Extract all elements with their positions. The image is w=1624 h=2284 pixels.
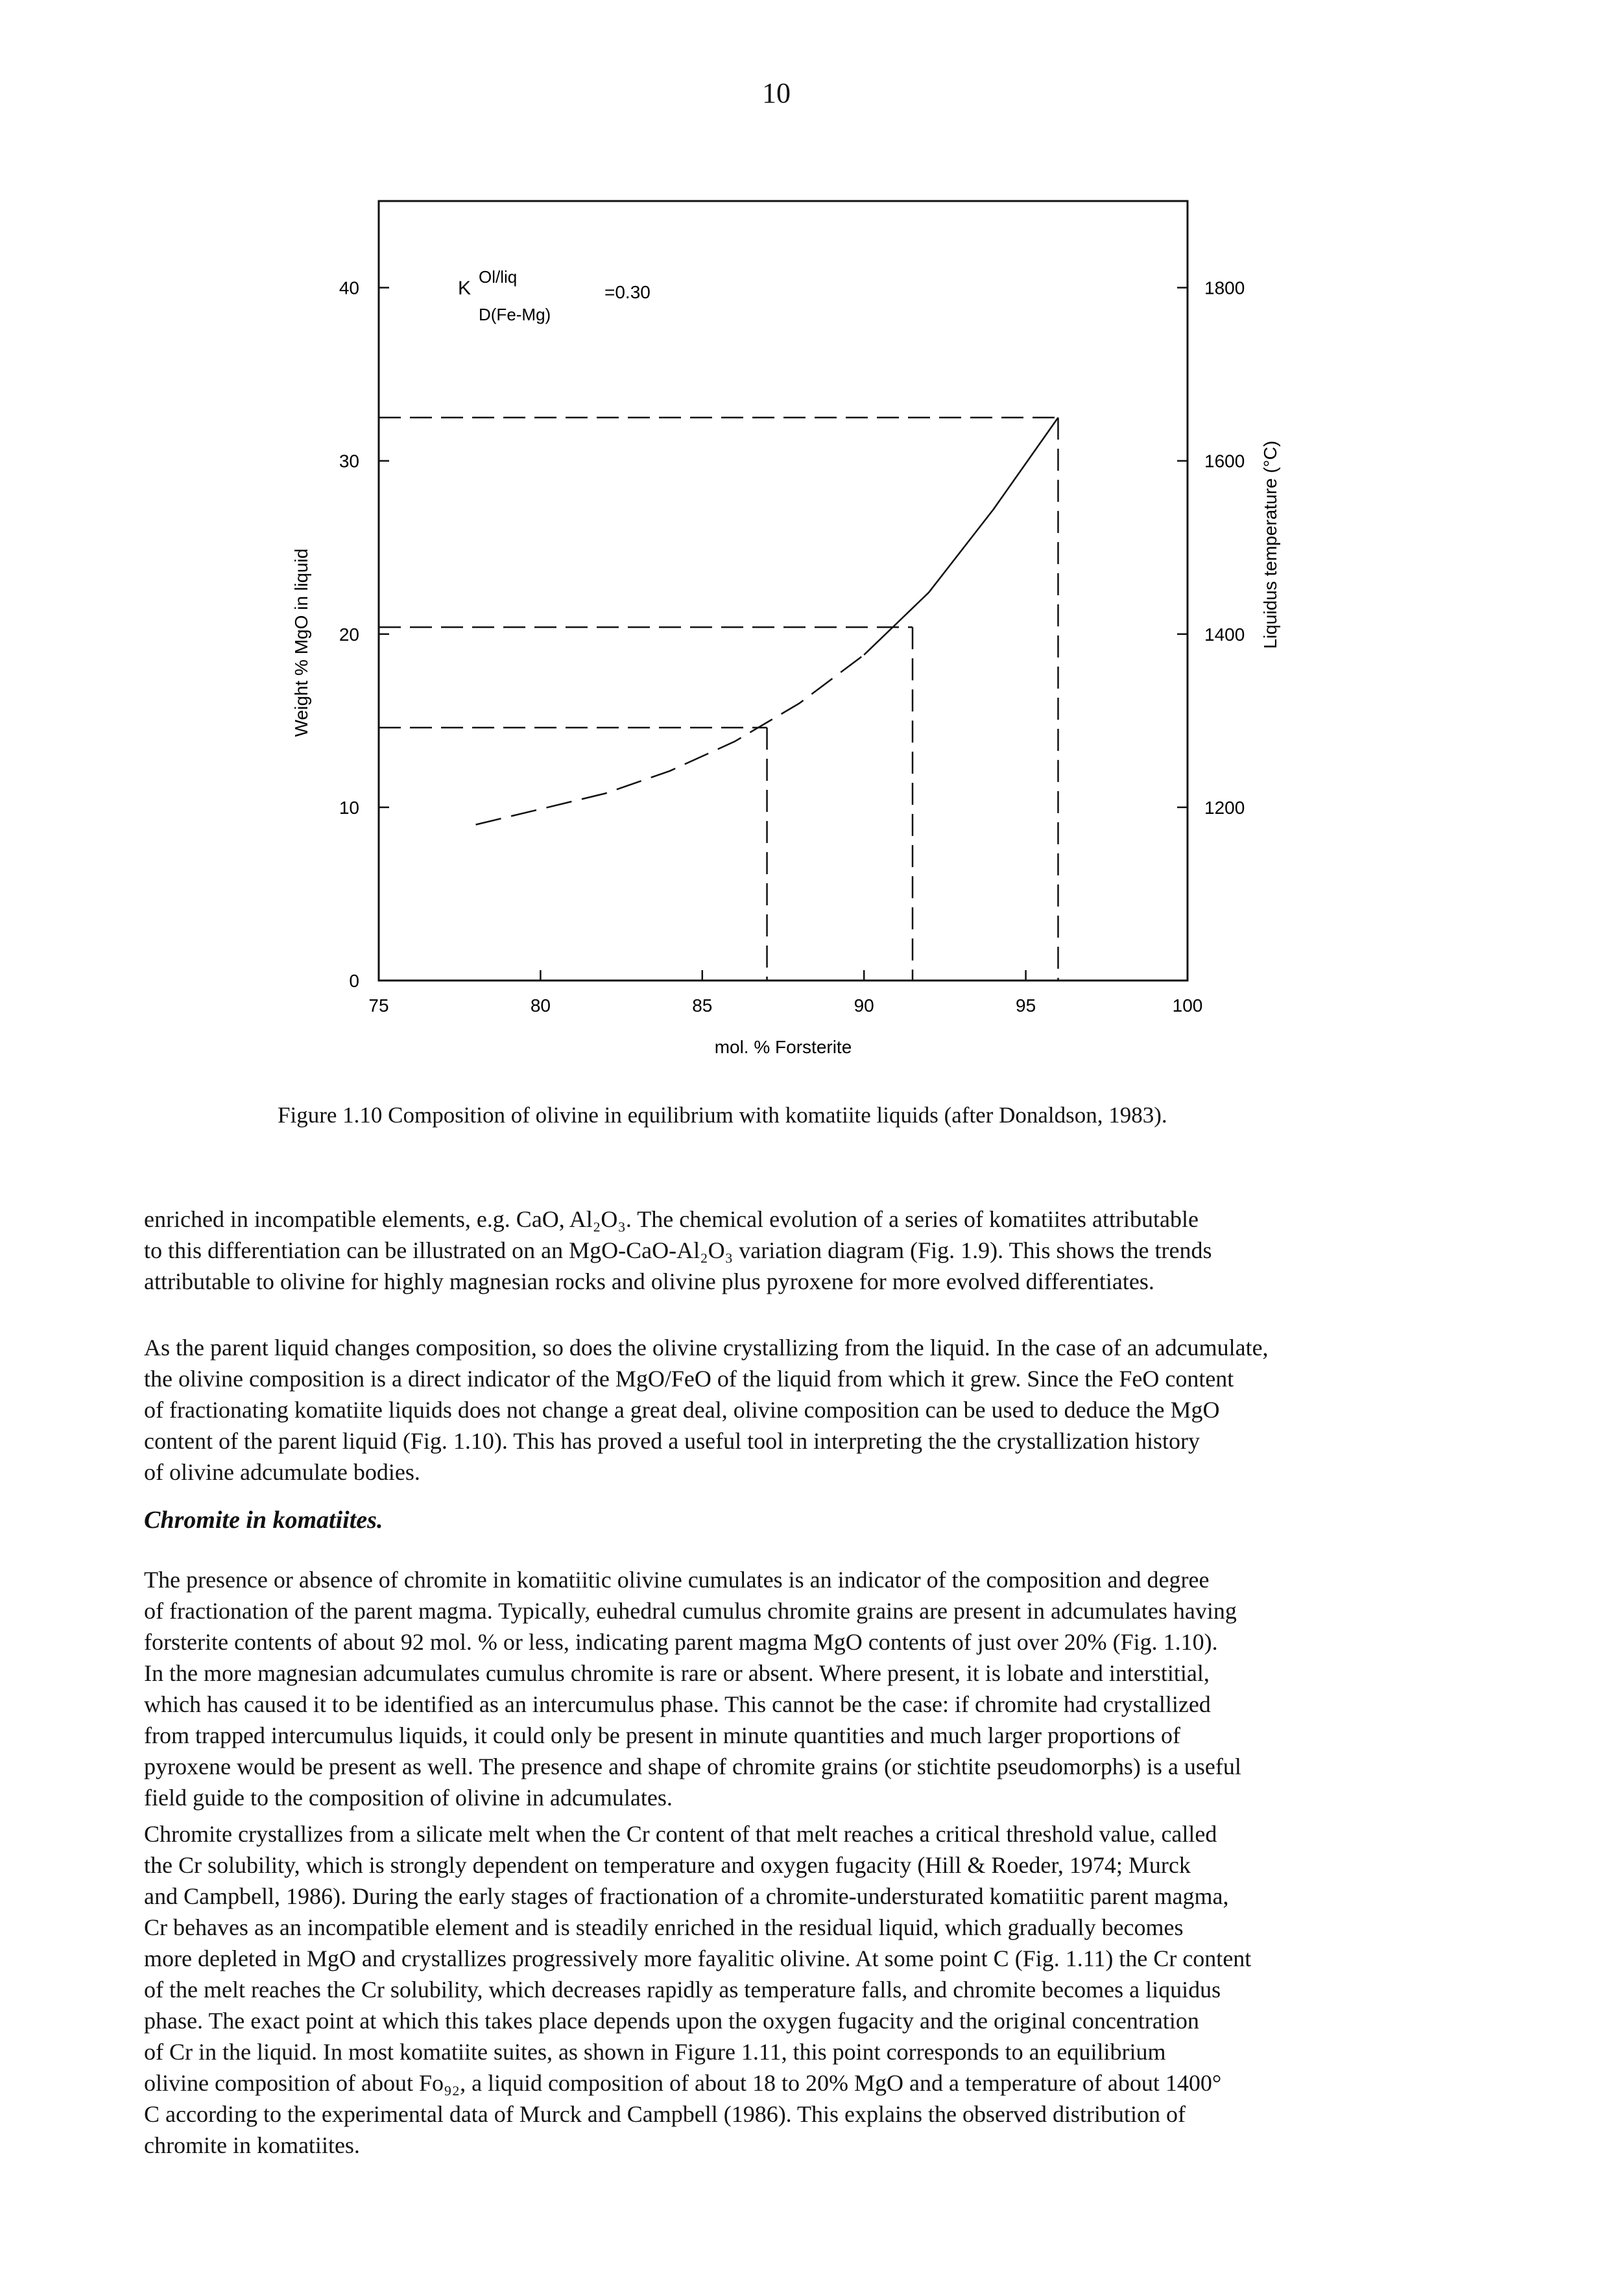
annotation-value: =0.30	[604, 282, 651, 302]
x-tick-label: 95	[1016, 995, 1036, 1016]
y2-tick-label: 1200	[1204, 797, 1245, 818]
para2-line: content of the parent liquid (Fig. 1.10). This has proved a useful tool in interpreting the the crystallization history	[144, 1428, 1200, 1454]
para3-line: of fractionation of the parent magma. Typically, euhedral cumulus chromite grains are present in adcumulates having	[144, 1598, 1237, 1624]
para4-line: of Cr in the liquid. In most komatiite suites, as shown in Figure 1.11, this point corresponds to an equilibrium	[144, 2039, 1166, 2065]
para2-line: As the parent liquid changes composition, so does the olivine crystallizing from the liquid. In the case of an adcumulate,	[144, 1335, 1269, 1361]
paragraph-1	[144, 1204, 1480, 1297]
annotation-k: K	[458, 278, 472, 299]
para3-line: forsterite contents of about 92 mol. % or less, indicating parent magma MgO contents of just over 20% (Fig. 1.10).	[144, 1629, 1218, 1655]
y2-tick-label: 1600	[1204, 451, 1245, 471]
paragraph-3	[144, 1564, 1480, 1813]
para4-line: and Campbell, 1986). During the early stages of fractionation of a chromite-understurated komatiitic parent magma,	[144, 1883, 1229, 1909]
y2-axis-label: Liquidus temperature (°C)	[1260, 440, 1280, 649]
para1-line: attributable to olivine for highly magnesian rocks and olivine plus pyroxene for more evolved differentiates.	[144, 1268, 1154, 1294]
x-tick-label: 80	[530, 995, 551, 1016]
y-tick-label: 0	[349, 971, 359, 991]
para2-line: of olivine adcumulate bodies.	[144, 1459, 420, 1485]
para3-line: pyroxene would be present as well. The presence and shape of chromite grains (or stichtite pseudomorphs) is a useful	[144, 1754, 1241, 1779]
para4-line: of the melt reaches the Cr solubility, which decreases rapidly as temperature falls, and chromite becomes a liquidus	[144, 1977, 1221, 2003]
paragraph-4	[144, 1818, 1480, 2161]
reference-lines	[379, 418, 1058, 981]
y-tick-label: 40	[339, 278, 359, 298]
para3-line: The presence or absence of chromite in komatiitic olivine cumulates is an indicator of the composition and degree	[144, 1567, 1210, 1593]
para3-line: In the more magnesian adcumulates cumulus chromite is rare or absent. Where present, it is lobate and interstitial,	[144, 1660, 1210, 1686]
page-number: 10	[762, 77, 791, 109]
para4-line: olivine composition of about Fo₉₂, a liquid composition of about 18 to 20% MgO and a temperature of about 1400°	[144, 2070, 1222, 2096]
figure-chart	[0, 0, 1624, 1102]
x-tick-label: 85	[692, 995, 713, 1016]
y-tick-label: 10	[339, 797, 359, 818]
paragraph-2	[144, 1332, 1480, 1488]
para3-line: which has caused it to be identified as an intercumulus phase. This cannot be the case: if chromite had crystallized	[144, 1691, 1211, 1717]
para1-line: enriched in incompatible elements, e.g. CaO, Al₂O₃. The chemical evolution of a series of komatiites attributable	[144, 1206, 1199, 1232]
para4-line: C according to the experimental data of Murck and Campbell (1986). This explains the observed distribution of	[144, 2101, 1186, 2127]
para4-line: the Cr solubility, which is strongly dependent on temperature and oxygen fugacity (Hill & Roeder, 1974; Murck	[144, 1852, 1191, 1878]
figure-caption: Figure 1.10 Composition of olivine in equilibrium with komatiite liquids (after Donaldson, 1983).	[278, 1102, 1167, 1128]
axis-ticks	[379, 288, 1188, 981]
para1-line: to this differentiation can be illustrated on an MgO-CaO-Al₂O₃ variation diagram (Fig. 1.9). This shows the trends	[144, 1237, 1212, 1263]
x-axis-label: mol. % Forsterite	[714, 1037, 852, 1057]
x-tick-label: 100	[1172, 995, 1203, 1016]
y-axis-label: Weight % MgO in liquid	[291, 548, 311, 737]
x-tick-label: 75	[368, 995, 389, 1016]
para4-line: chromite in komatiites.	[144, 2132, 360, 2158]
para4-line: Chromite crystallizes from a silicate melt when the Cr content of that melt reaches a critical threshold value, called	[144, 1821, 1217, 1847]
y2-tick-label: 1400	[1204, 624, 1245, 645]
y-tick-label: 30	[339, 451, 359, 471]
annotation-sub: D(Fe-Mg)	[479, 305, 551, 324]
para4-line: Cr behaves as an incompatible element and is steadily enriched in the residual liquid, which gradually becomes	[144, 1914, 1184, 1940]
axis-labels	[291, 278, 1280, 1057]
para3-line: field guide to the composition of olivine in adcumulates.	[144, 1785, 673, 1811]
para3-line: from trapped intercumulus liquids, it could only be present in minute quantities and much larger proportions of	[144, 1722, 1181, 1748]
k-annotation	[458, 267, 651, 324]
para4-line: more depleted in MgO and crystallizes progressively more fayalitic olivine. At some point C (Fig. 1.11) the Cr content	[144, 1945, 1252, 1971]
y2-tick-label: 1800	[1204, 278, 1245, 298]
series-curve-solid	[864, 418, 1058, 655]
para4-line: phase. The exact point at which this takes place depends upon the oxygen fugacity and the original concentration	[144, 2008, 1199, 2034]
series-curve-dashed	[476, 655, 865, 825]
x-tick-label: 90	[854, 995, 874, 1016]
y-tick-label: 20	[339, 624, 359, 645]
para2-line: of fractionating komatiite liquids does not change a great deal, olivine composition can be used to deduce the MgO	[144, 1397, 1220, 1423]
section-heading: Chromite in komatiites.	[144, 1506, 383, 1534]
para2-line: the olivine composition is a direct indicator of the MgO/FeO of the liquid from which it grew. Since the FeO content	[144, 1366, 1234, 1392]
annotation-sup: Ol/liq	[479, 267, 518, 287]
